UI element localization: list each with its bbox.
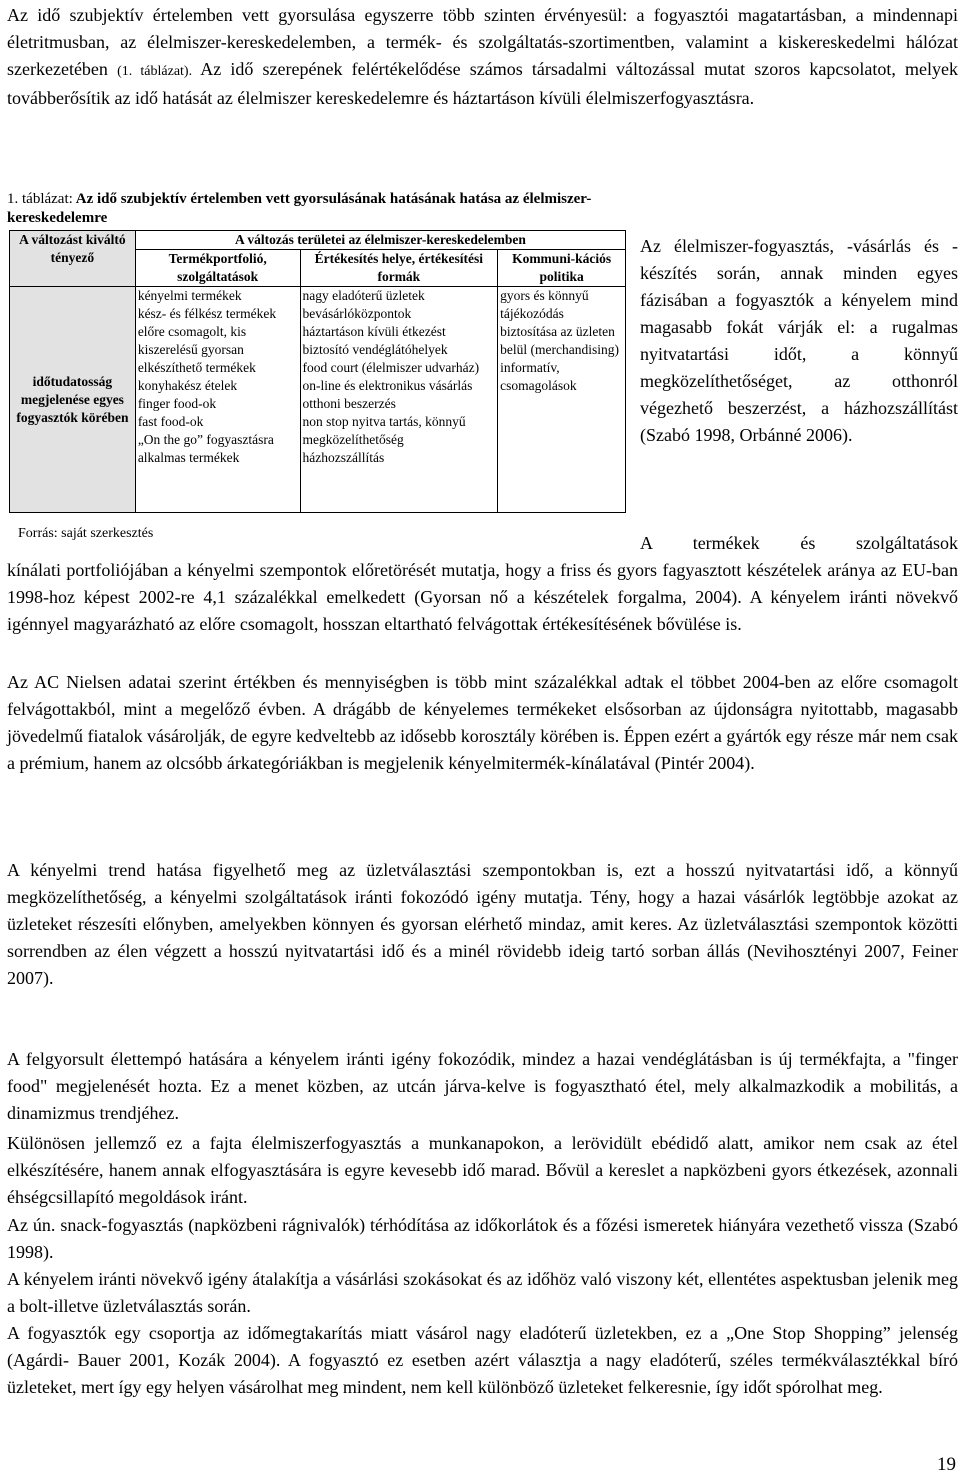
- table-source: Forrás: saját szerkesztés: [18, 526, 154, 541]
- paragraph-4: Az AC Nielsen adatai szerint értékben és mennyiségben is több mint százalékkal adtak el többet 2004-ben az előre csomagolt felvágottakból, mint a megelőző évben. A drágább de kényelemes termékeket elsősorban az újdonságra nyitottabb, magasabb jövedelmű fiatalok vásárolják, de egyre kedveltebb az idősebb korosztály körében is. Éppen ezért a gyártók egy része már nem csak a prémium, hanem az olcsóbb árkategóriákban is megjelenik kényelmitermék-kínálatával (Pintér 2004).: [7, 672, 958, 773]
- col-header-communication: Kommuni-kációs politika: [498, 250, 626, 287]
- col-header-product: Termékportfolió, szolgáltatások: [135, 250, 300, 287]
- data-table: [9, 230, 626, 513]
- product-list: [135, 287, 300, 513]
- table-reference: (1. táblázat).: [117, 64, 193, 79]
- intro-paragraph-1: [7, 2, 958, 112]
- paragraph-3: [7, 530, 958, 638]
- intro-text-1: Az idő szubjektív értelemben vett gyorsulása egyszerre több szinten érvényesül: a fogyasztói magatartásban, a mindennapi életritmusban, az élelmiszer-kereskedelemben, a termék- és szolgáltatás-szortimentben, valamint a kiskereskedelmi hálózat szerkezetében: [7, 5, 958, 79]
- paragraph-9: A kényelem iránti növekvő igény átalakítja a vásárlási szokásokat és az időhöz való viszony két, ellentétes aspektusban jelenik meg a bolt-illetve üzletválasztás során.: [7, 1269, 958, 1316]
- sales-item: otthoni beszerzés: [302, 396, 396, 411]
- sales-item: non stop nyitva tartás, könnyű megközelíthetőség: [302, 414, 466, 447]
- product-item: kényelmi termékek: [137, 288, 242, 303]
- col-header-sales: Értékesítés helye, értékesítési formák: [300, 250, 498, 287]
- header-factor: A változást kiváltó tényező: [10, 231, 136, 287]
- product-item: „On the go” fogyasztásra alkalmas termékek: [137, 432, 274, 465]
- table-caption-title: Az idő szubjektív értelemben vett gyorsulásának hatásának hatása az élelmiszer-kereskedelemre: [7, 191, 592, 226]
- paragraph-3-rest: kínálati portfoliójában a kényelmi szempontok előretörését mutatja, hogy a friss és gyors fagyasztott készételek aránya az EU-ban 1998-hoz képest 2002-re 4,1 százalékkal emelkedett (Gyorsan nő a készételek forgalma, 2004). A kényelem iránti növekvő igénnyel magyarázható az előre csomagolt, hosszan eltartható felvágottak értékesítésének bővülése is.: [7, 560, 958, 634]
- communication-list: [498, 287, 626, 513]
- product-item: fast food-ok: [137, 414, 204, 429]
- product-item: kész- és félkész termékek: [137, 306, 277, 321]
- product-item: konyhakész ételek: [137, 378, 238, 393]
- table-caption: [7, 190, 607, 228]
- sales-list: [300, 287, 498, 513]
- product-item: előre csomagolt, kis kiszerelésű gyorsan elkészíthető termékek: [137, 324, 256, 375]
- paragraph-7: Különösen jellemző ez a fajta élelmiszerfogyasztás a munkanapokon, a lerövidült ebédidő alatt, amikor nem csak az étel elkészítésére, hanem annak elfogyasztására is egyre kevesebb idő marad. Bővül a kereslet a napközbeni gyors étkezések, azonnali éhségcsillapító megoldások iránt.: [7, 1133, 958, 1207]
- intro-text-2: Az idő szerepének felértékelődése számos társadalmi változással mutat szoros kapcsolatot, melyek továbberősítik az idő hatását az élelmiszer kereskedelemre és háztartáson kívüli élelmiszerfogyasztásra.: [7, 59, 958, 108]
- sales-item: háztartáson kívüli étkezést biztosító vendéglátóhelyek: [302, 324, 448, 357]
- paragraph-5: A kényelmi trend hatása figyelhető meg az üzletválasztási szempontokban is, ezt a hosszú nyitvatartási idő, a könnyű megközelíthetőség, a kényelmi szolgáltatások iránti fokozódó igény mutatja. Tény, hogy a hazai vásárlók legtöbbje azokat az üzleteket részesíti előnyben, amelyekben könnyen és gyorsan elérhető mindaz, amit keres. Az üzletválasztási szempontok közötti sorrendben az élen végzett a hosszú nyitvatartási idő és a minél rövidebb ideig tartó sorban állás (Nevihosztényi 2007, Feiner 2007).: [7, 860, 958, 988]
- paragraph-10: A fogyasztók egy csoportja az időmegtakarítás miatt vásárol nagy eladóterű üzletekben, ez a „One Stop Shopping” jelenség (Agárdi- Bauer 2001, Kozák 2004). A fogyasztó ez esetben azért választja a nagy eladóterű, széles termékválasztékkal bíró üzleteket, mert így egy helyen vásárolhat meg mindent, nem kell különböző üzleteket felkeresnie, így időt spórolhat meg.: [7, 1323, 958, 1397]
- paragraph-8: Az ún. snack-fogyasztás (napközbeni rágnivalók) térhódítása az időkorlátok és a főzési ismeretek hiányára vezethető vissza (Szabó 1998).: [7, 1215, 958, 1262]
- communication-item: gyors és könnyű tájékozódás biztosítása az üzleten belül (merchandising): [500, 288, 619, 357]
- paragraph-6: A felgyorsult élettempó hatására a kényelem iránti igény fokozódik, mindez a hazai vendéglátásban is új termékfajta, a "finger food" megjelenését hozta. Ez a menet közben, az utcán járva-kelve is fogyasztható étel, mely alkalmazkodik a mobilitás, a dinamizmus trendjéhez.: [7, 1049, 958, 1123]
- communication-item: informatív, csomagolások: [500, 360, 577, 393]
- sales-item: food court (élelmiszer udvarház): [302, 360, 480, 375]
- sales-item: bevásárlóközpontok: [302, 306, 412, 321]
- table-caption-label: 1. táblázat:: [7, 191, 73, 207]
- sales-item: házhozszállítás: [302, 450, 385, 465]
- page-number: 19: [937, 1454, 956, 1475]
- side-paragraph: Az élelmiszer-fogyasztás, -vásárlás és -készítés során, annak minden egyes fázisában a fogyasztók a kényelem mind magasabb fokát várják el: a rugalmas nyitvatartási időt, a könnyű megközelíthetőséget, az otthonról végezhető beszerzést, a házhozszállítást (Szabó 1998, Orbánné 2006).: [640, 236, 958, 445]
- sales-item: on-line és elektronikus vásárlás: [302, 378, 473, 393]
- factor-cell: időtudatosság megjelenése egyes fogyasztók körében: [10, 287, 136, 513]
- sales-item: nagy eladóterű üzletek: [302, 288, 425, 303]
- product-item: finger food-ok: [137, 396, 217, 411]
- header-change-areas: A változás területei az élelmiszer-kereskedelemben: [135, 231, 625, 250]
- paragraph-3-start: A termékek és szolgáltatások: [640, 533, 958, 553]
